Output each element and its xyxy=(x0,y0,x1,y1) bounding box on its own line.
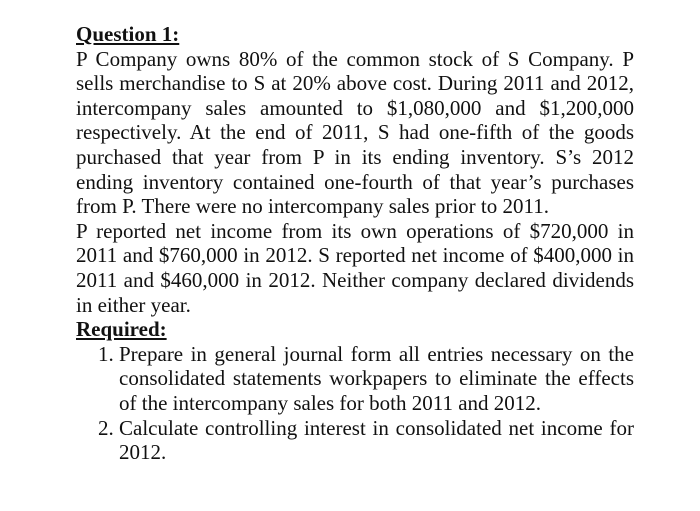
required-item-number: 1. xyxy=(98,341,114,366)
question-paragraph-1: P Company owns 80% of the common stock of S Company. P sells merchandise to S at 20% above cost. During 2011 and 2012, intercompany sales amounted to $1,080,000 and $1,200,000 respectively. At the end of 2011, S had one-fifth of the goods purchased that year from P in its ending inventory. S’s 2012 ending inventory contained one-fourth of that year’s purchases from P. There were no intercompany sales prior to 2011. xyxy=(76,46,634,219)
question-heading: Question 1: xyxy=(76,22,180,46)
document-page xyxy=(76,22,634,465)
required-item-2 xyxy=(76,416,634,465)
required-item-number: 2. xyxy=(98,415,114,440)
required-item-text: Prepare in general journal form all entries necessary on the consolidated statements workpapers to eliminate the effects of the intercompany sales for both 2011 and 2012. xyxy=(119,341,634,415)
required-item-1 xyxy=(76,342,634,416)
required-item-text: Calculate controlling interest in consolidated net income for 2012. xyxy=(119,415,634,465)
required-list xyxy=(76,342,634,465)
required-heading: Required: xyxy=(76,317,167,342)
question-paragraph-2: P reported net income from its own operations of $720,000 in 2011 and $760,000 in 2012. S reported net income of $400,000 in 2011 and $460,000 in 2012. Neither company declared dividends in either year. xyxy=(76,218,634,317)
